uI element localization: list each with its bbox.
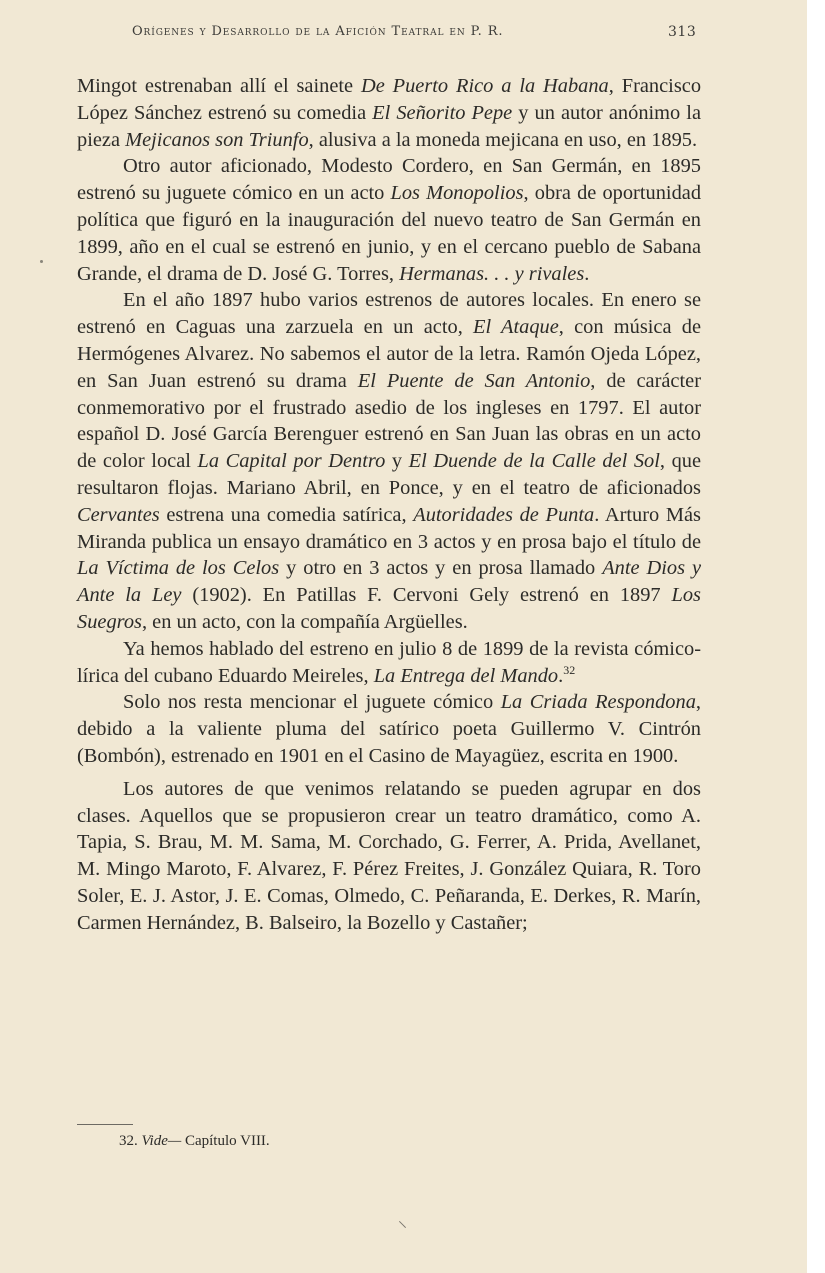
footnote-ref: 32 <box>563 662 576 677</box>
text-run: Solo nos resta mencionar el juguete cómico <box>123 691 501 714</box>
page-number: 313 <box>668 24 697 40</box>
text-run: , debido a la valiente pluma del satírico poeta Guillermo V. Cintrón (Bombón), estrenado en 1901 en el Casino de Mayagüez, escrita en 1900. <box>77 691 701 767</box>
text-run: y <box>385 450 409 473</box>
text-run: En el año 1897 hubo varios estrenos de autores locales. En enero se estrenó en Caguas una zarzuela en un acto, <box>77 289 701 339</box>
running-head <box>0 24 807 44</box>
footnote-label: Vide— <box>141 1133 182 1149</box>
italic-title: Ante Dios y Ante la Ley <box>77 557 701 607</box>
text-run: . <box>558 664 564 687</box>
footnote <box>119 1133 619 1150</box>
italic-title: La Víctima de los Celos <box>77 557 280 580</box>
italic-title: Los Monopolios <box>390 182 524 205</box>
body-text <box>77 73 701 937</box>
italic-title: Hermanas. . . y rivales <box>399 262 585 285</box>
text-run: , con música de Hermógenes Alvarez. No sabemos el autor de la letra. Ramón Ojeda López, en San Juan estrenó su drama <box>77 316 702 392</box>
paragraph-6 <box>77 776 701 937</box>
paragraph-3 <box>77 287 701 635</box>
text-run: , Francisco López Sánchez estrenó su comedia <box>77 75 702 124</box>
italic-title: Mejicanos son Triunfo <box>125 128 309 151</box>
text-run: , obra de oportunidad política que figuró en la inauguración del nuevo teatro de San Germán en 1899, año en el cual se estrenó en junio, y en el cercano pueblo de Sabana Grande, el drama de D. José G. Torres, <box>77 182 702 285</box>
text-run: , que resultaron flojas. Mariano Abril, en Ponce, y en el teatro de aficionados <box>77 450 702 499</box>
italic-title: El Ataque <box>473 316 559 339</box>
paragraph-2 <box>77 153 701 287</box>
stray-ink-mark <box>399 1221 406 1228</box>
stray-ink-dot <box>40 260 43 263</box>
text-run: estrena una comedia satírica, <box>159 503 414 526</box>
footnote-rule <box>77 1124 133 1125</box>
italic-title: De Puerto Rico a la Habana <box>360 75 609 97</box>
text-run: Mingot estrenaban allí el sainete <box>77 75 361 97</box>
footnote-text: Capítulo VIII. <box>184 1133 270 1149</box>
text-run: (1902). En Patillas F. Cervoni Gely estrenó en 1897 <box>181 584 672 607</box>
scan-margin <box>807 0 825 1273</box>
italic-title: El Duende de la Calle del Sol <box>408 450 660 473</box>
text-run: , en un acto, con la compañía Argüelles. <box>141 610 468 633</box>
text-run: y otro en 3 actos y en prosa llamado <box>279 557 603 580</box>
italic-title: La Capital por Dentro <box>197 450 386 473</box>
text-run: . <box>584 262 590 285</box>
text-run: Otro autor aficionado, Modesto Cordero, en San Germán, en 1895 estrenó su juguete cómico en un acto <box>77 155 701 205</box>
paragraph-5 <box>77 689 701 769</box>
footnote-number: 32. <box>119 1133 138 1149</box>
text-run: Los autores de que venimos relatando se pueden agrupar en dos clases. Aquellos que se propusieron crear un teatro dramático, como A. Tapia, S. Brau, M. M. Sama, M. Corchado, G. Ferrer, A. Prida, Avellanet, M. Mingo Maroto, F. Alvarez, F. Pérez Freites, J. González Quiara, R. Toro Soler, E. J. Astor, J. E. Comas, Olmedo, C. Peñaranda, E. Derkes, R. Marín, Carmen Hernández, B. Balseiro, la Bozello y Castañer; <box>77 777 701 934</box>
italic-title: Los Suegros <box>77 584 701 633</box>
italic-title: Cervantes <box>77 503 160 526</box>
italic-title: El Señorito Pepe <box>372 101 513 124</box>
text-run: , alusiva a la moneda mejicana en uso, en 1895. <box>308 128 698 151</box>
italic-title: Autoridades de Punta <box>413 503 595 526</box>
paragraph-1 <box>77 73 701 153</box>
text-run: . Arturo Más Miranda publica un ensayo dramático en 3 actos y en prosa bajo el título de <box>77 503 701 553</box>
text-run: y un autor anónimo la pieza <box>77 101 701 151</box>
running-title: Orígenes y Desarrollo de la Afición Teatral en P. R. <box>132 24 504 39</box>
italic-title: La Entrega del Mando <box>373 664 559 687</box>
italic-title: La Criada Respondona <box>500 691 696 714</box>
paragraph-4 <box>77 636 701 690</box>
text-run: , de carácter conmemorativo por el frustrado asedio de los ingleses en 1797. El autor español D. José García Berenguer estrenó en San Juan las obras en un acto de color local <box>77 369 701 473</box>
italic-title: El Puente de San Antonio <box>357 369 591 392</box>
text-run: Ya hemos hablado del estreno en julio 8 de 1899 de la revista cómico-lírica del cubano Eduardo Meireles, <box>77 637 701 687</box>
